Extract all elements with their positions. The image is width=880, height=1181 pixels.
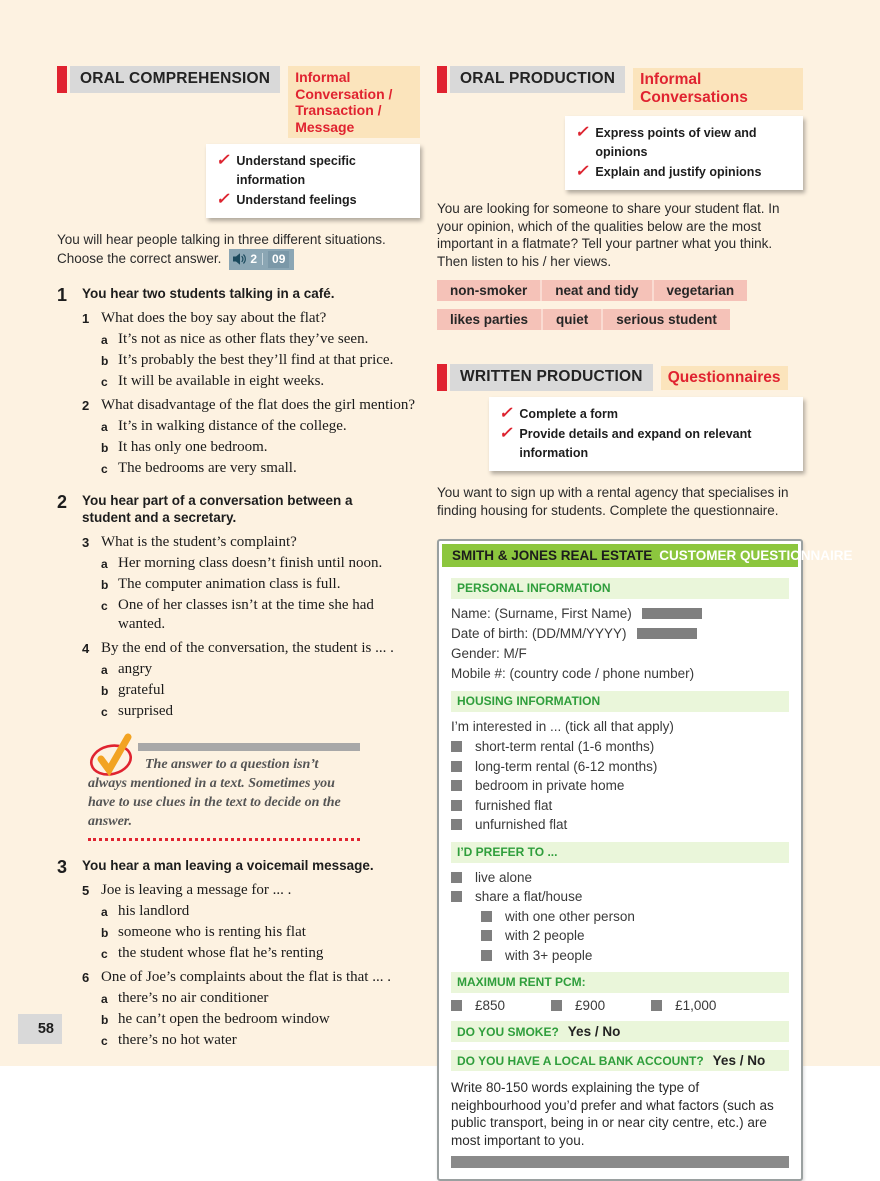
exercise-number: 2: [57, 492, 68, 512]
checkbox[interactable]: [451, 819, 462, 830]
checkmark-icon: ✓: [575, 163, 589, 180]
question-text: By the end of the conversation, the student is ... .: [101, 640, 394, 656]
exercise-number: 3: [57, 857, 68, 877]
oral-comprehension-column: [57, 66, 420, 1050]
option-letter: c: [101, 947, 108, 961]
tag-row: [437, 280, 747, 301]
option-letter: c: [101, 599, 108, 613]
option-row: [101, 554, 420, 573]
option-row: [101, 902, 420, 921]
question-number: 4: [82, 641, 90, 656]
exercise-prompt: You hear a man leaving a voicemail message.: [82, 858, 374, 873]
exercise-number: 1: [57, 285, 68, 305]
option-row: [101, 596, 420, 634]
goal-item: [575, 123, 793, 162]
option-text: It will be available in eight weeks.: [118, 373, 325, 389]
checkbox-row: [451, 737, 789, 757]
section-subtitle: Informal Conversations: [633, 68, 803, 110]
subtitle-line: Informal Conversation /: [295, 69, 393, 102]
field-gender: Gender: M/F: [451, 646, 527, 661]
dob-input-blank[interactable]: [637, 628, 697, 639]
question-row: [82, 881, 420, 900]
option-letter: b: [101, 926, 109, 940]
checkmark-icon: ✓: [499, 425, 513, 442]
checkbox-row: [451, 776, 789, 796]
checkbox-row: [481, 907, 789, 927]
checkbox-label: with 3+ people: [505, 947, 593, 963]
checkbox[interactable]: [451, 800, 462, 811]
option-text: grateful: [118, 682, 165, 698]
instruction-line: Choose the correct answer. 2 09: [57, 249, 420, 271]
quality-tag: neat and tidy: [540, 280, 651, 301]
section-title: ORAL COMPREHENSION: [70, 66, 280, 93]
speaking-instructions: You are looking for someone to share your student flat. In your opinion, which of the qualities below are the most important in a flatmate? Tell your partner what you think. Then listen to his / her views.: [437, 201, 780, 269]
option-text: angry: [118, 661, 153, 677]
section-title: ORAL PRODUCTION: [450, 66, 625, 93]
checkbox-label: live alone: [475, 869, 533, 885]
option-letter: b: [101, 578, 109, 592]
field-dob: Date of birth: (DD/MM/YYYY): [451, 624, 789, 644]
option-text: Her morning class doesn’t finish until noon.: [118, 555, 383, 571]
option-row: [101, 681, 420, 700]
question-row: [82, 309, 420, 328]
audio-track-number: 09: [268, 251, 289, 269]
checkbox[interactable]: [451, 872, 462, 883]
checkbox-row: [481, 926, 789, 946]
question-row: [82, 396, 420, 415]
exercise-3: [57, 857, 420, 1050]
tip-rule: [138, 743, 360, 751]
goal-item: [575, 162, 793, 182]
exercise-prompt: You hear part of a conversation between a student and a secretary.: [82, 493, 353, 525]
divider: [262, 253, 263, 265]
option-row: [101, 417, 420, 436]
quality-tag: quiet: [541, 309, 601, 330]
tag-row: [437, 309, 730, 330]
checkmark-icon: ✓: [575, 124, 589, 141]
answer-line-bar[interactable]: [451, 1156, 789, 1168]
checkmark-icon: ✓: [216, 191, 230, 208]
option-text: One of her classes isn’t at the time she had wanted.: [118, 597, 374, 632]
option-letter: b: [101, 354, 109, 368]
smoke-question: DO YOU SMOKE? Yes / No: [451, 1021, 789, 1042]
option-letter: b: [101, 1013, 109, 1027]
listening-instructions: [57, 231, 420, 270]
production-column: [437, 66, 853, 1181]
option-text: It’s not as nice as other flats they’ve seen.: [118, 331, 369, 347]
question-row: [82, 968, 420, 987]
subtitle-line: Transaction / Message: [295, 102, 382, 135]
option-row: [101, 1010, 420, 1029]
goal-item: [499, 404, 793, 424]
quality-tag: serious student: [601, 309, 730, 330]
checkbox[interactable]: [481, 911, 492, 922]
accent-bar: [437, 364, 447, 391]
option-letter: a: [101, 420, 108, 434]
rent-option: [551, 998, 605, 1013]
option-row: [101, 575, 420, 594]
section-title: WRITTEN PRODUCTION: [450, 364, 653, 391]
option-letter: a: [101, 557, 108, 571]
option-text: The computer animation class is full.: [118, 576, 341, 592]
rent-options: [451, 998, 789, 1013]
question-text: What does the boy say about the flat?: [101, 310, 327, 326]
quality-tag: vegetarian: [652, 280, 748, 301]
option-row: [101, 459, 420, 478]
field-mobile: Mobile #: (country code / phone number): [451, 666, 695, 681]
checkbox[interactable]: [551, 1000, 562, 1011]
question-text: Joe is leaving a message for ... .: [101, 882, 292, 898]
section-maximum-rent: MAXIMUM RENT PCM:: [451, 972, 789, 993]
accent-bar: [437, 66, 447, 93]
quality-tags: [437, 280, 803, 338]
question-number: 5: [82, 883, 90, 898]
checkbox-row: [451, 868, 789, 888]
goal-label: Provide details and expand on relevant information: [519, 427, 752, 460]
exercise-1: [57, 285, 420, 478]
goal-item: [216, 190, 410, 210]
option-text: the student whose flat he’s renting: [118, 945, 324, 961]
exercise-2: [57, 492, 420, 721]
circled-check-icon: [86, 731, 142, 786]
quality-tag: non-smoker: [450, 283, 528, 298]
question-number: 1: [82, 311, 90, 326]
checkbox[interactable]: [651, 1000, 662, 1011]
checkbox-label: share a flat/house: [475, 889, 583, 904]
option-row: [101, 330, 420, 349]
form-title: CUSTOMER QUESTIONNAIRE: [659, 548, 853, 563]
option-letter: b: [101, 441, 109, 455]
goal-label: Complete a form: [519, 407, 619, 421]
option-text: there’s no air conditioner: [118, 990, 269, 1006]
name-input-blank[interactable]: [642, 608, 702, 619]
goal-label: Explain and justify opinions: [595, 165, 762, 179]
option-text: someone who is renting his flat: [118, 924, 306, 940]
section-subtitle: Questionnaires: [661, 366, 788, 390]
question-row: [82, 639, 420, 658]
checkbox[interactable]: [451, 780, 462, 791]
audio-disc-number: 2: [250, 251, 258, 266]
goal-label: Understand specific information: [236, 154, 356, 187]
rent-option: [451, 998, 505, 1013]
checkmark-icon: ✓: [499, 405, 513, 422]
checkbox-row: [481, 946, 789, 966]
option-letter: a: [101, 663, 108, 677]
option-text: there’s no hot water: [118, 1032, 237, 1048]
written-production-header: [437, 364, 803, 391]
customer-questionnaire-form: [437, 539, 853, 1181]
option-letter: a: [101, 905, 108, 919]
goals-box: [565, 116, 803, 190]
option-row: [101, 702, 420, 721]
option-letter: c: [101, 375, 108, 389]
goals-box: [489, 397, 803, 471]
bank-answer: Yes / No: [712, 1053, 766, 1068]
question-text: What is the student’s complaint?: [101, 534, 297, 550]
goal-label: Express points of view and opinions: [595, 126, 757, 159]
checkbox[interactable]: [451, 761, 462, 772]
checkbox-row: [451, 815, 789, 835]
writing-instructions: You want to sign up with a rental agency that specialises in finding housing for students. Complete the questionnaire.: [437, 485, 789, 518]
goal-label: Understand feelings: [236, 193, 357, 207]
question-text: What disadvantage of the flat does the girl mention?: [101, 397, 416, 413]
option-row: [101, 351, 420, 370]
option-letter: c: [101, 462, 108, 476]
company-name: SMITH & JONES REAL ESTATE: [452, 548, 653, 563]
option-text: his landlord: [118, 903, 190, 919]
option-letter: b: [101, 684, 109, 698]
smoke-answer: Yes / No: [567, 1024, 621, 1039]
option-row: [101, 660, 420, 679]
checkbox[interactable]: [451, 1000, 462, 1011]
option-row: [101, 989, 420, 1008]
checkbox[interactable]: [481, 930, 492, 941]
option-row: [101, 372, 420, 391]
bank-account-question: DO YOU HAVE A LOCAL BANK ACCOUNT? Yes / No: [451, 1050, 789, 1071]
field-name: Name: (Surname, First Name): [451, 604, 789, 624]
checkbox-row: [451, 757, 789, 777]
option-text: It’s in walking distance of the college.: [118, 418, 347, 434]
option-letter: a: [101, 992, 108, 1006]
option-letter: c: [101, 1034, 108, 1048]
section-personal-information: PERSONAL INFORMATION: [451, 578, 789, 599]
rent-label: £1,000: [675, 998, 717, 1013]
rent-label: £850: [475, 998, 506, 1013]
goal-item: [216, 151, 410, 190]
tip-box: [88, 739, 360, 841]
checkbox-row: [451, 887, 789, 907]
option-letter: c: [101, 705, 108, 719]
write-prompt: Write 80-150 words explaining the type of neighbourhood you’d prefer and what factors (such as public transport, being in or near city centre, etc.) are most important to you.: [451, 1080, 774, 1148]
option-row: [101, 438, 420, 457]
checkbox[interactable]: [481, 950, 492, 961]
option-row: [101, 923, 420, 942]
checkbox-label: furnished flat: [475, 797, 553, 813]
checkmark-icon: ✓: [216, 152, 230, 169]
checkbox[interactable]: [451, 741, 462, 752]
question-number: 6: [82, 970, 90, 985]
option-text: It has only one bedroom.: [118, 439, 268, 455]
section-id-prefer-to: I’D PREFER TO ...: [451, 842, 789, 863]
option-text: It’s probably the best they’ll find at that price.: [118, 352, 394, 368]
oral-comprehension-header: [57, 66, 420, 138]
checkbox-row: [451, 796, 789, 816]
quality-tag: likes parties: [450, 312, 529, 327]
checkbox-label: unfurnished flat: [475, 817, 568, 832]
question-row: [82, 533, 420, 552]
question-number: 3: [82, 535, 90, 550]
housing-intro: I’m interested in ... (tick all that apply): [451, 719, 674, 734]
checkbox-label: with 2 people: [505, 928, 585, 943]
section-housing-information: HOUSING INFORMATION: [451, 691, 789, 712]
goals-box: [206, 144, 420, 218]
audio-track-badge[interactable]: [229, 249, 294, 271]
page-number: 58: [18, 1014, 62, 1044]
option-row: [101, 944, 420, 963]
checkbox-label: with one other person: [505, 908, 635, 924]
checkbox-label: bedroom in private home: [475, 778, 625, 793]
exercise-prompt: You hear two students talking in a café.: [82, 286, 335, 301]
instruction-line: You will hear people talking in three different situations.: [57, 232, 386, 247]
oral-production-header: [437, 66, 803, 110]
option-text: he can’t open the bedroom window: [118, 1011, 330, 1027]
option-text: surprised: [118, 703, 173, 719]
rent-label: £900: [575, 998, 606, 1013]
checkbox-label: long-term rental (6-12 months): [475, 758, 658, 774]
speaker-icon: [233, 253, 246, 265]
question-text: One of Joe’s complaints about the flat is that ... .: [101, 969, 391, 985]
accent-bar: [57, 66, 67, 93]
rent-option: [651, 998, 716, 1013]
tip-text: The answer to a question isn’t always mentioned in a text. Sometimes you have to use clues in the text to decide on the answer.: [88, 757, 341, 829]
section-subtitle: [288, 66, 420, 138]
checkbox[interactable]: [451, 891, 462, 902]
goal-item: [499, 424, 793, 463]
option-text: The bedrooms are very small.: [118, 460, 297, 476]
form-header: [442, 544, 853, 567]
option-row: [101, 1031, 420, 1050]
question-number: 2: [82, 398, 90, 413]
option-letter: a: [101, 333, 108, 347]
checkbox-label: short-term rental (1-6 months): [475, 739, 655, 754]
